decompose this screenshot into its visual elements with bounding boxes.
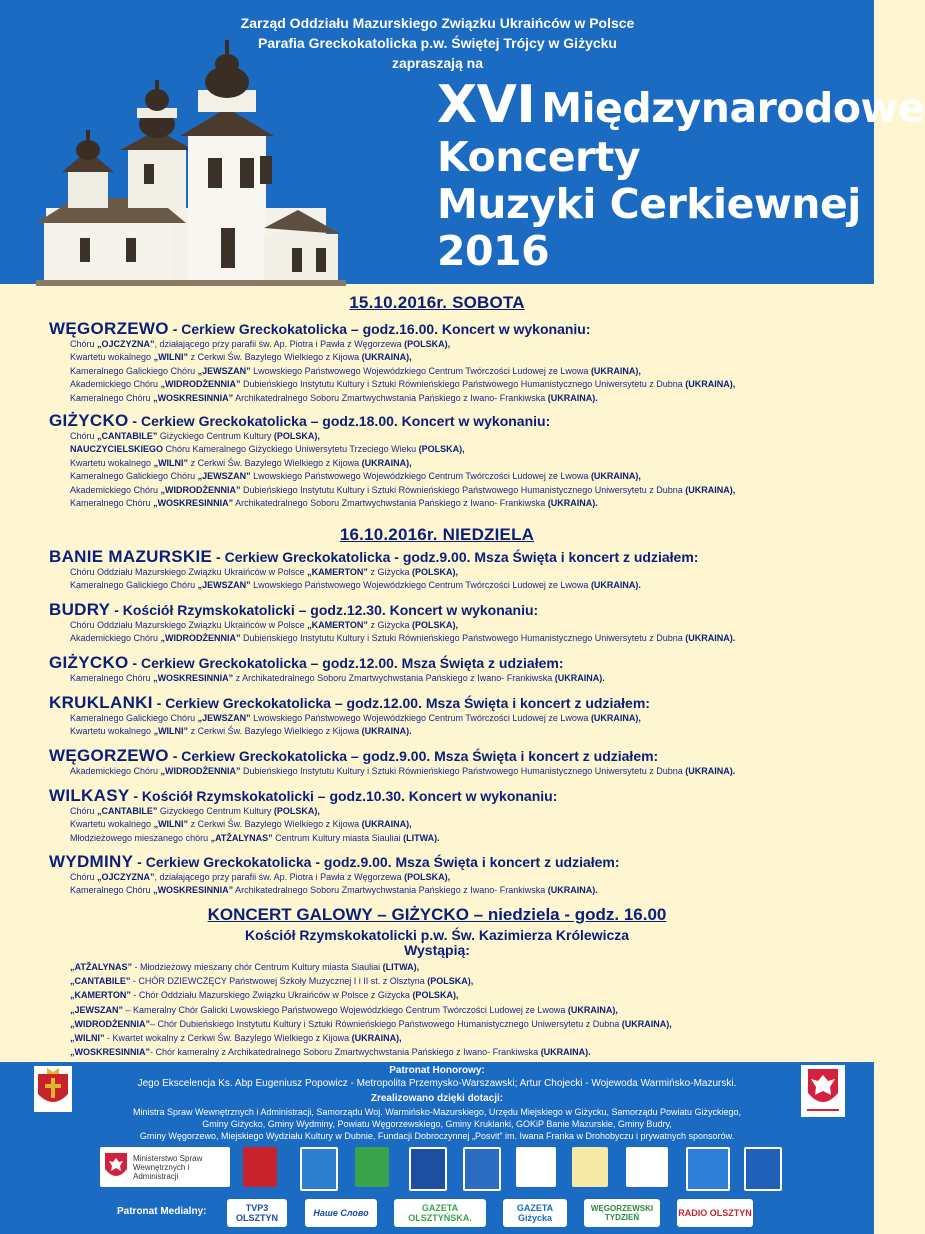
performer-line (70, 765, 859, 778)
performer-line (70, 497, 859, 510)
country: (POLSKA), (404, 872, 451, 882)
gazeta-olsztynska-logo: GAZETA OLSZTYŃSKA. (394, 1199, 486, 1227)
event-location: GIŻYCKO (49, 653, 129, 672)
performer-text: Lwowskiego Państwowego Wojewódzkiego Centrum Twórczości Ludowej ze Lwowa (250, 365, 591, 376)
gala-performer-line (70, 1017, 672, 1031)
performer-text: Chóru (70, 339, 98, 349)
choir-name: „WOSKRESINNIA” (70, 1047, 151, 1058)
coat-of-arms-icon (300, 1147, 338, 1191)
choir-name: „JEWSZAN” (197, 365, 251, 376)
performer-text: Kameralnego Chóru (70, 392, 154, 403)
event-location: WĘGORZEWO (49, 746, 169, 765)
event-heading (49, 853, 859, 871)
performer-text: z Cerkwi Św. Bazylego Wielkiego z Kijowa (188, 819, 362, 830)
gazeta-gizycka-logo: GAZETA Giżycka (503, 1199, 567, 1227)
choir-name: „JEWSZAN” (70, 1004, 124, 1015)
choir-name: „WILNI” (153, 352, 189, 363)
performer-text: Akademickiego Chóru (70, 379, 161, 390)
performer-text: z Cerkwi Św. Bazylego Wielkiego z Kijowa (188, 457, 362, 468)
choir-name: „WILNI” (153, 457, 189, 468)
country: (UKRAINA). (547, 392, 598, 403)
choir-name: „WOSKRESINNIA” (153, 392, 234, 403)
performer-text: Lwowskiego Państwowego Wojewódzkiego Centrum Twórczości Ludowej ze Lwowa (250, 580, 591, 591)
performer-text: Kameralnego Chóru (70, 885, 154, 896)
funding-line-3: Gminy Węgorzewo, Miejskiego Wydziału Kultury w Dubnie, Fundacji Dobroczynnej „Posvit” im. Iwana Franka w Drohobyczu i prywatnych sponsorów. (139, 1131, 735, 1141)
event-heading (49, 747, 859, 765)
performer-list (49, 430, 859, 510)
wegorzewski-tydzien-logo: WĘGORZEWSKI TYDZIEŃ (584, 1199, 660, 1227)
country: (POLSKA), (273, 431, 320, 441)
performer-text: z Giżycka (367, 620, 412, 630)
performer-text: Dubieńskiego Instytutu Kultury i Sztuki Równieńskiego Państwowego Humanistycznego Uniwersytetu z Dubna (240, 633, 686, 644)
ministry-logo-text: Ministerstwo Spraw Wewnętrznych i Administracji (133, 1153, 203, 1181)
radio-olsztyn-logo: RADIO OLSZTYN (677, 1199, 753, 1227)
choir-name: „WOSKRESINNIA” (153, 498, 234, 509)
sponsor-logos (0, 1147, 874, 1191)
country: (UKRAINA), (361, 352, 412, 363)
country: (UKRAINA), (567, 1004, 618, 1015)
performer-text: Kameralnego Galickiego Chóru (70, 365, 198, 376)
performer-text: Giżyckiego Centrum Kultury (157, 806, 274, 816)
performer-text: z Archikatedralnego Soboru Zmartwychwstania Pańskiego z Iwano- Frankiwska (233, 673, 555, 683)
country: (POLSKA), (411, 567, 458, 577)
polish-eagle-emblem-icon (801, 1065, 845, 1117)
performer-line (70, 457, 859, 470)
country: (UKRAINA). (685, 633, 736, 644)
performer-text: Kameralnego Galickiego Chóru (70, 713, 198, 723)
performer-line (70, 338, 859, 351)
performer-line (70, 805, 859, 818)
performer-line (70, 378, 859, 391)
event-heading (49, 601, 859, 619)
gala-performer-line (70, 960, 672, 974)
event-details: - Cerkiew Greckokatolicka – godz.9.00. Msza Święta i koncert z udziałem: (168, 748, 659, 764)
performer-list (49, 566, 859, 593)
country: (POLSKA), (404, 339, 451, 349)
media-patrons (0, 1198, 874, 1230)
performer-text: Kameralnego Galickiego Chóru (70, 471, 198, 482)
patronage-text: Jego Ekscelencja Ks. Abp Eugeniusz Popowicz - Metropolita Przemysko-Warszawski; Artur Chojecki - Wojewoda Warmińsko-Mazurski. (137, 1078, 737, 1089)
choir-name: „ATŽALYNAS” (70, 962, 133, 972)
event (49, 853, 859, 898)
performer-text: Chóru Oddziału Mazurskiego Związku Ukraińców w Polsce (70, 620, 308, 630)
choir-name: „JEWSZAN” (197, 471, 251, 482)
gala-concert-title: KONCERT GALOWY – GIŻYCKO – niedziela - godz. 16.00 (207, 905, 667, 924)
performer-line (70, 392, 859, 405)
performer-text: Archikatedralnego Soboru Zmartwychwstania Pańskiego z Iwano- Frankiwska (233, 392, 548, 403)
choir-name: „OJCZYZNA” (97, 872, 155, 882)
performer-text: Kameralnego Chóru (70, 673, 154, 683)
event-location: BUDRY (49, 600, 111, 619)
performer-text: - Kwartet wokalny z Cerkwi Św. Bazylego Wielkiego z Kijowa (104, 1033, 352, 1044)
coat-of-arms-icon (409, 1147, 447, 1191)
event (49, 412, 859, 510)
performer-line (70, 672, 859, 685)
country: (POLSKA), (427, 976, 474, 987)
title-year: 2016 (437, 227, 550, 275)
gala-performing-label: Wystąpią: (404, 942, 470, 958)
gala-performer-line (70, 1003, 672, 1017)
ministry-logo (100, 1147, 230, 1187)
event (49, 747, 859, 778)
country: (POLSKA), (411, 620, 458, 630)
performer-line (70, 832, 859, 845)
performer-text: - Chór Oddziału Mazurskiego Związku Ukraińców w Polsce z Giżycka (130, 990, 413, 1001)
event (49, 320, 859, 405)
country: (UKRAINA). (590, 580, 641, 591)
gala-performer-line (70, 988, 672, 1002)
performer-line (70, 566, 859, 579)
performer-text: z Giżycka (367, 567, 412, 577)
gala-performer-line (70, 974, 672, 988)
choir-name: „WOSKRESINNIA” (153, 673, 234, 683)
performer-text: Lwowskiego Państwowego Wojewódzkiego Centrum Twórczości Ludowej ze Lwowa (250, 713, 591, 723)
performer-text: z Cerkwi Św. Bazylego Wielkiego z Kijowa (188, 726, 362, 737)
choir-name: „KAMERTON” (70, 990, 131, 1001)
event-heading (49, 694, 859, 712)
event-location: WĘGORZEWO (49, 319, 169, 338)
performer-text: Dubieńskiego Instytutu Kultury i Sztuki Równieńskiego Państwowego Humanistycznego Uniwersytetu z Dubna (240, 484, 686, 495)
performer-text: Giżyckiego Centrum Kultury (157, 431, 274, 441)
country: (UKRAINA), (361, 819, 412, 830)
performer-text: Akademickiego Chóru (70, 484, 161, 495)
performer-line (70, 430, 859, 443)
church-image (36, 38, 346, 286)
performer-text: Akademickiego Chóru (70, 766, 161, 776)
media-patrons-label: Patronat Medialny: (117, 1206, 207, 1217)
event-details: - Cerkiew Greckokatolicka – godz.16.00. Koncert w wykonaniu: (168, 321, 591, 337)
coat-of-arms-icon (243, 1147, 277, 1187)
performer-text: Chóru (70, 431, 98, 441)
country: (UKRAINA), (361, 457, 412, 468)
performer-text: Kameralnego Galickiego Chóru (70, 580, 198, 591)
event-heading (49, 787, 859, 805)
event (49, 694, 859, 739)
performer-text: z Cerkwi Św. Bazylego Wielkiego z Kijowa (188, 352, 362, 363)
performer-line (70, 619, 859, 632)
performer-text: - Chór kameralny z Archikatedralnego Soboru Zmartwychwstania Pańskiego z Iwano- Frankiwska (150, 1047, 541, 1058)
footer-sponsors (0, 1062, 874, 1234)
choir-name: „CANTABILE” (97, 431, 158, 441)
poster-title (437, 75, 925, 275)
choir-name: „ATŽALYNAS” (210, 832, 273, 843)
event-details: - Cerkiew Greckokatolicka – godz.18.00. Koncert w wykonaniu: (128, 413, 551, 429)
performer-text: Chóru (70, 806, 98, 816)
event-heading (49, 320, 859, 338)
performer-text: Lwowskiego Państwowego Wojewódzkiego Centrum Twórczości Ludowej ze Lwowa (250, 471, 591, 482)
choir-name: „JEWSZAN” (197, 580, 251, 591)
performer-list (49, 805, 859, 845)
event-details: - Cerkiew Greckokatolicka – godz.12.00. Msza Święta z udziałem: (128, 655, 564, 671)
gala-performers-list (70, 960, 672, 1059)
performer-text: Kwartetu wokalnego (70, 726, 154, 737)
country: (UKRAINA). (547, 498, 598, 509)
country: (UKRAINA). (540, 1047, 591, 1058)
performer-line (70, 632, 859, 645)
country: (LITWA). (403, 832, 440, 843)
performer-text: Młodzieżowego mieszanego chóru (70, 832, 211, 843)
choir-name: „WIDRODŻENNIA” (160, 379, 241, 390)
choir-name: „WIDRODŻENNIA” (160, 484, 241, 495)
choir-name: „JEWSZAN” (197, 713, 251, 723)
country: (POLSKA), (273, 806, 320, 816)
country: (UKRAINA). (361, 726, 412, 737)
patronage-title: Patronat Honorowy: (389, 1065, 485, 1076)
choir-name: „WIDRODŻENNIA” (70, 1018, 150, 1029)
choir-name: „CANTABILE” (97, 806, 158, 816)
country: (UKRAINA), (621, 1018, 672, 1029)
country: (UKRAINA), (590, 713, 641, 723)
header-banner (0, 0, 925, 284)
invite-line: zapraszają na (391, 55, 484, 71)
event-location: BANIE MAZURSKIE (49, 547, 213, 566)
country: (LITWA), (382, 962, 420, 972)
powiat-logo-icon (516, 1147, 556, 1187)
performer-text: Centrum Kultury miasta Siauliai (272, 832, 404, 843)
event-heading (49, 412, 859, 430)
choir-name: „KAMERTON” (307, 620, 368, 630)
performer-line (70, 365, 859, 378)
performer-line (70, 712, 859, 725)
event-details: - Cerkiew Greckokatolicka - godz.9.00. Msza Święta i koncert z udziałem: (133, 854, 620, 870)
performer-text: , działającego przy parafii św. Ap. Piotra i Pawła z Węgorzewa (154, 339, 405, 349)
performer-text: – Chór Dubieńskiego Instytutu Kultury i Sztuki Równieńskiego Państwowego Humanistycznego Uniwersytetu z Dubna (150, 1018, 622, 1029)
title-part-3: Muzyki Cerkiewnej (437, 180, 861, 228)
event-details: - Kościół Rzymskokatolicki – godz.10.30. Koncert w wykonaniu: (129, 788, 558, 804)
performer-text: Archikatedralnego Soboru Zmartwychwstania Pańskiego z Iwano- Frankiwska (233, 498, 548, 509)
church-emblem-icon (34, 1066, 72, 1112)
country: (UKRAINA). (547, 885, 598, 896)
performer-text: - Młodzieżowy mieszany chór Centrum Kultury miasta Siauliai (132, 962, 383, 972)
performer-text: - CHÓR DZIEWCZĘCY Państwowej Szkoły Muzycznej I i II st. z Olsztyna (130, 976, 428, 987)
organizer-line-1: Zarząd Oddziału Mazurskiego Związku Ukraińców w Polsce (240, 15, 635, 31)
country: (UKRAINA), (351, 1033, 402, 1044)
choir-name: „KAMERTON” (307, 567, 368, 577)
choir-name: NAUCZYCIELSKIEGO (70, 444, 164, 455)
event-location: KRUKLANKI (49, 693, 153, 712)
date-heading-day2: 16.10.2016r. NIEDZIELA (339, 525, 535, 544)
performer-line (70, 725, 859, 738)
choir-name: „WILNI” (70, 1033, 105, 1044)
country: (UKRAINA). (685, 766, 736, 776)
performer-text: Chóru Oddziału Mazurskiego Związku Ukraińców w Polsce (70, 567, 308, 577)
event-location: GIŻYCKO (49, 411, 129, 430)
country: (POLSKA), (418, 444, 465, 455)
title-numeral: XVI (437, 75, 536, 135)
performer-text: Chóru Kameralnego Giżyckiego Uniwersytetu Trzeciego Wieku (163, 444, 419, 455)
coat-of-arms-icon (744, 1147, 782, 1191)
performer-line (70, 470, 859, 483)
ministry-eagle-icon (103, 1151, 129, 1183)
choir-name: „WIDRODŻENNIA” (160, 766, 241, 776)
choir-name: „CANTABILE” (70, 976, 131, 987)
country: (UKRAINA), (685, 484, 736, 495)
performer-text: Archikatedralnego Soboru Zmartwychwstania Pańskiego z Iwano- Frankiwska (233, 885, 548, 896)
performer-text: – Kameralny Chór Galicki Lwowskiego Państwowego Wojewódzkiego Centrum Twórczości Ludowej ze Lwowa (123, 1004, 568, 1015)
performer-text: Akademickiego Chóru (70, 633, 161, 644)
event-location: WYDMINY (49, 852, 134, 871)
event-details: - Cerkiew Greckokatolicka – godz.12.00. Msza Święta i koncert z udziałem: (152, 695, 650, 711)
event-location: WILKASY (49, 786, 130, 805)
performer-line (70, 818, 859, 831)
country: (UKRAINA). (554, 673, 605, 683)
title-part-1: Międzynarodowe (541, 84, 925, 132)
gala-performer-line (70, 1031, 672, 1045)
coat-of-arms-icon (463, 1147, 501, 1191)
performer-text: Kwartetu wokalnego (70, 457, 154, 468)
choir-name: „WOSKRESINNIA” (153, 885, 234, 896)
performer-text: Kwartetu wokalnego (70, 819, 154, 830)
performer-list (49, 712, 859, 739)
gokip-logo-icon (626, 1147, 668, 1187)
performer-text: Kameralnego Chóru (70, 498, 154, 509)
tvp3-logo: TVP3 OLSZTYN (227, 1199, 287, 1227)
choir-name: „WILNI” (153, 726, 189, 737)
performer-line (70, 443, 859, 456)
coat-of-arms-icon (686, 1147, 730, 1191)
performer-text: Dubieńskiego Instytutu Kultury i Sztuki Równieńskiego Państwowego Humanistycznego Uniwersytetu z Dubna (240, 766, 686, 776)
event-heading (49, 548, 859, 566)
choir-name: „OJCZYZNA” (97, 339, 155, 349)
event-details: - Kościół Rzymskokatolicki – godz.12.30. Koncert w wykonaniu: (110, 602, 539, 618)
performer-list (49, 871, 859, 898)
event (49, 601, 859, 646)
country: (POLSKA), (412, 990, 459, 1001)
nashe-slovo-logo: Наше Слово (305, 1199, 377, 1227)
event (49, 654, 859, 685)
performer-text: Kwartetu wokalnego (70, 352, 154, 363)
event (49, 548, 859, 593)
performer-line (70, 871, 859, 884)
coat-of-arms-icon (355, 1147, 389, 1187)
gala-church: Kościół Rzymskokatolicki p.w. Św. Kazimierza Królewicza (244, 927, 630, 943)
country: (UKRAINA), (590, 365, 641, 376)
performer-list (49, 619, 859, 646)
date-heading-day1: 15.10.2016r. SOBOTA (349, 293, 525, 312)
event-heading (49, 654, 859, 672)
funding-line-1: Ministra Spraw Wewnętrznych i Administracji, Samorządu Woj. Warmińsko-Mazurskiego, Urzędu Miejskiego w Giżycku, Samorządu Powiatu Giżyckiego, (132, 1107, 742, 1117)
performer-line (70, 884, 859, 897)
choir-name: „WIDRODŻENNIA” (160, 633, 241, 644)
performer-line (70, 484, 859, 497)
performer-list (49, 765, 859, 778)
event (49, 787, 859, 845)
performer-list (49, 338, 859, 405)
gala-performer-line (70, 1045, 672, 1059)
performer-text: Dubieńskiego Instytutu Kultury i Sztuki Równieńskiego Państwowego Humanistycznego Uniwersytetu z Dubna (240, 379, 686, 390)
performer-text: , działającego przy parafii św. Ap. Piotra i Pawła z Węgorzewa (154, 872, 405, 882)
country: (UKRAINA), (590, 471, 641, 482)
performer-list (49, 672, 859, 685)
title-part-2: Koncerty (437, 133, 641, 181)
funding-line-2: Gminy Giżycko, Gminy Wydminy, Powiatu Węgorzewskiego, Gminy Kruklanki, GOKiP Banie Mazurskie, Gminy Budry, (202, 1119, 672, 1129)
organizer-line-2: Parafia Greckokatolicka p.w. Świętej Trójcy w Giżycku (258, 35, 617, 51)
choir-name: „WILNI” (153, 819, 189, 830)
funding-title: Zrealizowano dzięki dotacji: (370, 1093, 504, 1104)
performer-text: Chóru (70, 872, 98, 882)
event-details: - Cerkiew Greckokatolicka - godz.9.00. Msza Święta i koncert z udziałem: (212, 549, 699, 565)
country: (UKRAINA), (685, 379, 736, 390)
performer-line (70, 579, 859, 592)
coat-of-arms-icon (572, 1147, 608, 1187)
performer-line (70, 351, 859, 364)
